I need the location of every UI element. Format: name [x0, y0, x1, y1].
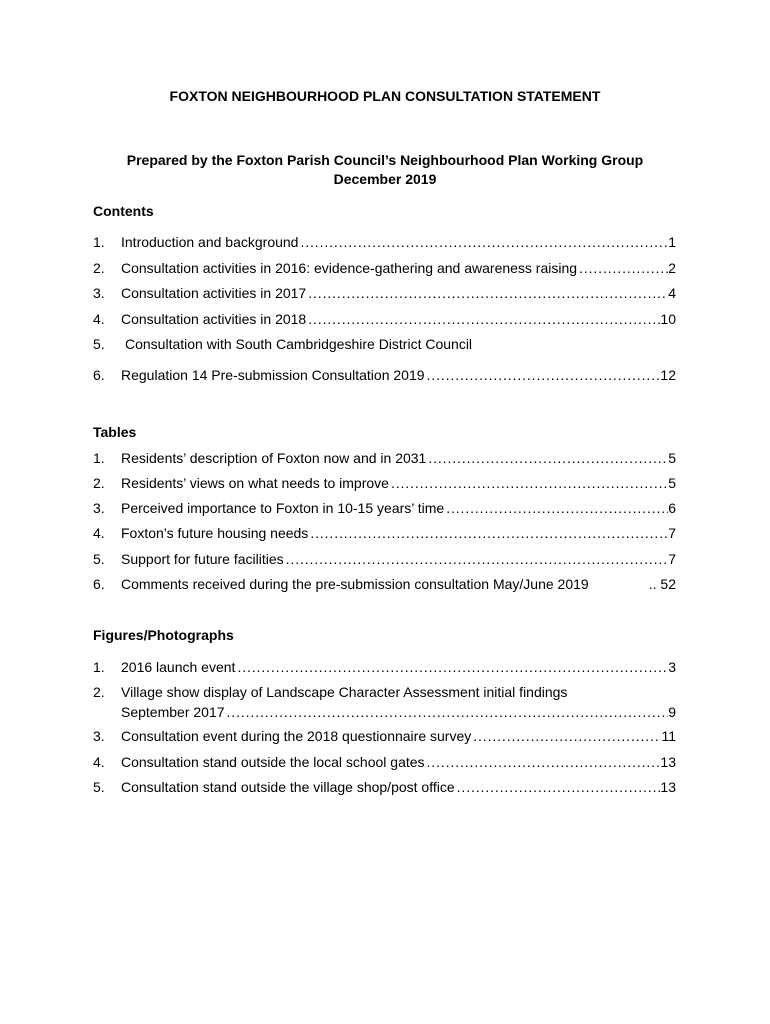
entry-page: 9: [668, 704, 676, 720]
entry-number: 4.: [93, 754, 105, 770]
tables-entry-5[interactable]: [93, 551, 676, 568]
entry-number: 3.: [93, 728, 105, 744]
contents-entry-5[interactable]: [93, 336, 676, 353]
entry-page: 4: [668, 285, 676, 301]
entry-page: 13: [660, 779, 676, 795]
dot-leader: [426, 450, 668, 467]
entry-page: 5: [668, 475, 676, 491]
entry-title: Regulation 14 Pre-submission Consultation 2019: [121, 367, 425, 383]
dot-leader: [444, 500, 668, 517]
entry-page: 13: [660, 754, 676, 770]
entry-page: 6: [668, 500, 676, 516]
entry-title: Support for future facilities: [121, 551, 284, 567]
prepared-by-line: Prepared by the Foxton Parish Council’s Neighbourhood Plan Working Group: [126, 152, 644, 168]
entry-title: Introduction and background: [121, 234, 299, 250]
entry-title: Consultation activities in 2016: evidence-gathering and awareness raising: [121, 260, 578, 276]
entry-title: 2016 launch event: [121, 659, 236, 675]
entry-title: Consultation activities in 2018: [121, 311, 307, 327]
dot-leader: [389, 475, 668, 492]
figures-entry-2[interactable]: [93, 684, 676, 721]
entry-page: 5: [668, 450, 676, 466]
dot-leader: [471, 728, 661, 745]
entry-number: 1.: [93, 450, 105, 466]
contents-entry-6[interactable]: [93, 367, 676, 384]
contents-entry-3[interactable]: [93, 285, 676, 302]
entry-page: 10: [660, 311, 676, 327]
entry-title: Consultation event during the 2018 questionnaire survey: [121, 728, 472, 744]
document-title: FOXTON NEIGHBOURHOOD PLAN CONSULTATION STATEMENT: [169, 88, 601, 104]
entry-page: 7: [668, 525, 676, 541]
dot-leader: [235, 659, 668, 676]
dot-leader: [306, 311, 660, 328]
dot-leader: [425, 367, 661, 384]
entry-page: 12: [660, 367, 676, 383]
dot-leader: [455, 779, 661, 796]
entry-number: 5.: [93, 336, 105, 352]
entry-page: 1: [668, 234, 676, 250]
entry-title: Consultation stand outside the village shop/post office: [121, 779, 455, 795]
figures-entry-3[interactable]: [93, 728, 676, 745]
tables-entry-3[interactable]: [93, 500, 676, 517]
entry-title: Residents’ description of Foxton now and in 2031: [121, 450, 427, 466]
dot-leader: [577, 260, 668, 277]
entry-number: 5.: [93, 779, 105, 795]
entry-number: 1.: [93, 234, 105, 250]
dot-leader: [284, 551, 669, 568]
tables-entry-4[interactable]: [93, 525, 676, 542]
dot-leader: [425, 754, 661, 771]
entry-number: 5.: [93, 551, 105, 567]
entry-number: 3.: [93, 285, 105, 301]
entry-title-line1: Village show display of Landscape Character Assessment initial findings: [121, 684, 568, 700]
contents-heading: Contents: [93, 203, 154, 219]
entry-number: 3.: [93, 500, 105, 516]
dot-leader: [306, 285, 668, 302]
entry-number: 2.: [93, 684, 105, 700]
contents-entry-4[interactable]: [93, 311, 676, 328]
figures-entry-4[interactable]: [93, 754, 676, 771]
entry-title: Perceived importance to Foxton in 10-15 years’ time: [121, 500, 445, 516]
entry-page: .. 52: [648, 576, 676, 592]
entry-title: Residents’ views on what needs to improve: [121, 475, 389, 491]
entry-title: Consultation stand outside the local school gates: [121, 754, 425, 770]
entry-number: 2.: [93, 260, 105, 276]
tables-entry-1[interactable]: [93, 450, 676, 467]
contents-entry-1[interactable]: [93, 234, 676, 251]
entry-title: Consultation with South Cambridgeshire District Council: [125, 336, 473, 352]
figures-entry-5[interactable]: [93, 779, 676, 796]
figures-entry-1[interactable]: [93, 659, 676, 676]
tables-entry-2[interactable]: [93, 475, 676, 492]
entry-number: 1.: [93, 659, 105, 675]
document-date: December 2019: [333, 171, 437, 187]
entry-number: 6.: [93, 576, 105, 592]
entry-page: 11: [661, 728, 676, 744]
tables-entry-6[interactable]: [93, 576, 676, 593]
entry-page: 7: [668, 551, 676, 567]
dot-leader: [298, 234, 668, 251]
entry-title: Consultation activities in 2017: [121, 285, 307, 301]
entry-number: 4.: [93, 525, 105, 541]
entry-title: Comments received during the pre-submission consultation May/June 2019: [121, 576, 589, 592]
entry-page: 3: [668, 659, 676, 675]
dot-leader: [308, 525, 668, 542]
entry-number: 2.: [93, 475, 105, 491]
contents-entry-2[interactable]: [93, 260, 676, 277]
dot-leader: [225, 704, 669, 721]
entry-title: September 2017: [121, 704, 225, 720]
entry-number: 6.: [93, 367, 105, 383]
tables-heading: Tables: [93, 424, 137, 440]
entry-number: 4.: [93, 311, 105, 327]
entry-page: 2: [668, 260, 676, 276]
entry-title: Foxton’s future housing needs: [121, 525, 309, 541]
figures-heading: Figures/Photographs: [93, 627, 234, 643]
